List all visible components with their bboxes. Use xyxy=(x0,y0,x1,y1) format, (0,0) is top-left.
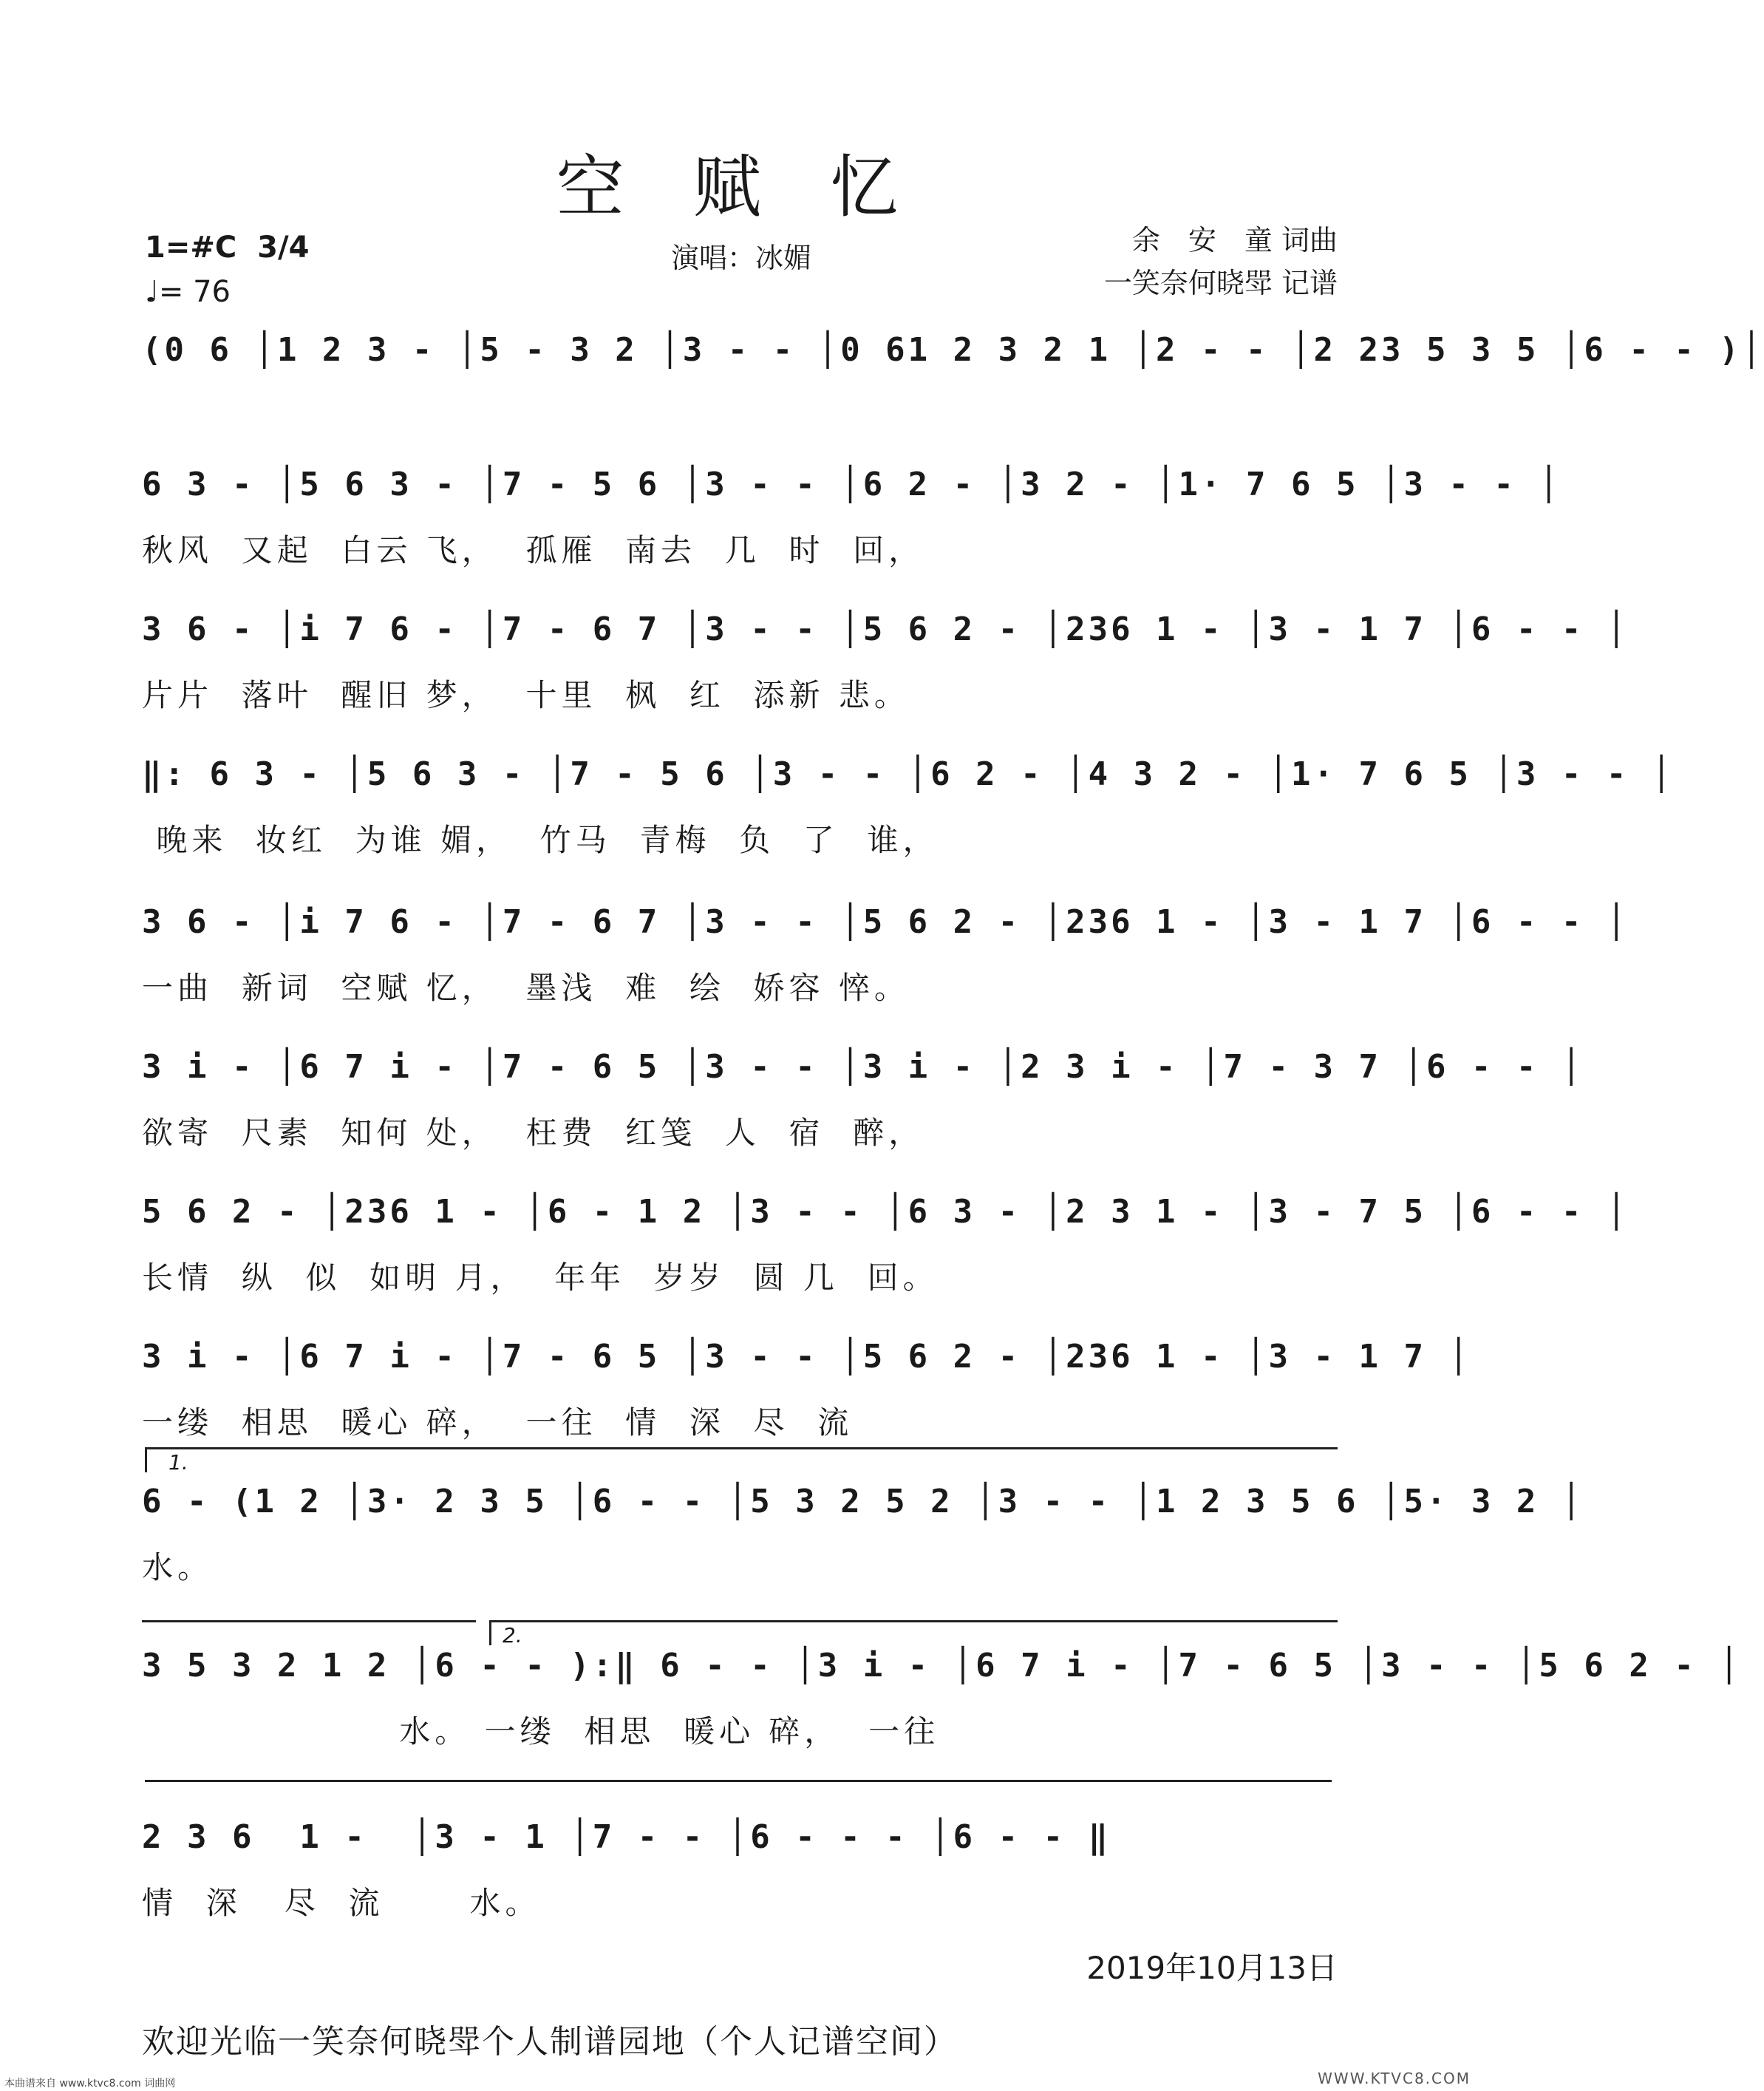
meter-label: 3/4 xyxy=(257,231,310,265)
score-row-2-notes: 6 3 - │5 6 3 - │7 - 5 6 │3 - - │6 2 - │3 2 - │1· 7 6 5 │3 - - │ xyxy=(142,466,1562,503)
first-ending-bracket xyxy=(145,1447,1338,1449)
first-ending-continuation xyxy=(142,1620,476,1622)
score-row-8-notes: 3 i - │6 7 i - │7 - 6 5 │3 - - │5 6 2 - │236 1 - │3 - 1 7 │ xyxy=(142,1338,1471,1376)
first-ending-label: 1. xyxy=(168,1450,188,1475)
key-signature xyxy=(145,231,309,265)
footer-source: 本曲谱来自 www.ktvc8.com 词曲网 xyxy=(4,2078,176,2090)
second-ending-bracket xyxy=(489,1620,1338,1622)
singer-credit: 演唱：冰媚 xyxy=(671,242,812,274)
date-stamp: 2019年10月13日 xyxy=(1086,1950,1338,1986)
key-label: 1=#C xyxy=(145,231,237,265)
score-row-9-notes: 6 - (1 2 │3· 2 3 5 │6 - - │5 3 2 5 2 │3 - - │1 2 3 5 6 │5· 3 2 │ xyxy=(142,1483,1584,1520)
score-row-6-notes: 3 i - │6 7 i - │7 - 6 5 │3 - - │3 i - │2 3 i - │7 - 3 7 │6 - - │ xyxy=(142,1048,1584,1086)
second-ending-label: 2. xyxy=(503,1623,522,1648)
score-row-6-lyrics: 欲寄 尺素 知何 处， 枉费 红笺 人 宿 醉， xyxy=(142,1115,924,1151)
first-ending-tick xyxy=(145,1447,147,1472)
score-row-3-lyrics: 片片 落叶 醒旧 梦， 十里 枫 红 添新 悲。 xyxy=(142,677,910,713)
score-row-11-lyrics: 情 深 尽 流 水。 xyxy=(142,1885,541,1921)
score-row-1-notes: (0 6 │1 2 3 - │5 - 3 2 │3 - - │0 61 2 3 2 1 │2 - - │2 23 5 3 5 │6 - - )│ xyxy=(142,331,1764,369)
page-title: 空 赋 忆 xyxy=(556,148,922,227)
score-row-8-lyrics: 一缕 相思 暖心 碎， 一往 情 深 尽 流 xyxy=(142,1404,854,1441)
second-ending-continuation xyxy=(145,1780,1332,1782)
score-row-4-lyrics: 晚来 妆红 为谁 媚， 竹马 青梅 负 了 谁， xyxy=(142,822,939,858)
score-row-5-lyrics: 一曲 新词 空赋 忆， 墨浅 难 绘 娇容 悴。 xyxy=(142,970,910,1006)
score-row-3-notes: 3 6 - │i 7 6 - │7 - 6 7 │3 - - │5 6 2 - │236 1 - │3 - 1 7 │6 - - │ xyxy=(142,611,1630,648)
score-row-10-lyrics: 水。 一缕 相思 暖心 碎， 一往 xyxy=(142,1713,940,1750)
lyricist-credit: 余 安 童 词曲 xyxy=(1131,224,1338,256)
score-row-9-lyrics: 水。 xyxy=(142,1549,214,1585)
welcome-note: 欢迎光临一笑奈何晓斝个人制谱园地（个人记谱空间） xyxy=(142,2023,958,2061)
score-row-10-notes: 3 5 3 2 1 2 │6 - - ):‖ 6 - - │3 i - │6 7 i - │7 - 6 5 │3 - - │5 6 2 - │ xyxy=(142,1647,1742,1684)
score-row-4-notes: ‖: 6 3 - │5 6 3 - │7 - 5 6 │3 - - │6 2 - │4 3 2 - │1· 7 6 5 │3 - - │ xyxy=(142,755,1675,793)
score-row-2-lyrics: 秋风 又起 白云 飞， 孤雁 南去 几 时 回， xyxy=(142,532,924,568)
score-row-7-lyrics: 长情 纵 似 如明 月， 年年 岁岁 圆 几 回。 xyxy=(142,1259,939,1296)
tempo-marking: ♩= 76 xyxy=(145,275,231,309)
credits-block xyxy=(1104,219,1338,305)
score-row-11-notes: 2 3 6 1 - │3 - 1 │7 - - │6 - - - │6 - - ‖ xyxy=(142,1818,1111,1856)
second-ending-tick xyxy=(489,1620,491,1645)
footer-watermark: WWW.KTVC8.COM xyxy=(1318,2070,1471,2087)
score-row-5-notes: 3 6 - │i 7 6 - │7 - 6 7 │3 - - │5 6 2 - │236 1 - │3 - 1 7 │6 - - │ xyxy=(142,903,1630,941)
transcriber-credit: 一笑奈何晓斝 记谱 xyxy=(1103,267,1338,299)
score-row-7-notes: 5 6 2 - │236 1 - │6 - 1 2 │3 - - │6 3 - │2 3 1 - │3 - 7 5 │6 - - │ xyxy=(142,1193,1630,1231)
